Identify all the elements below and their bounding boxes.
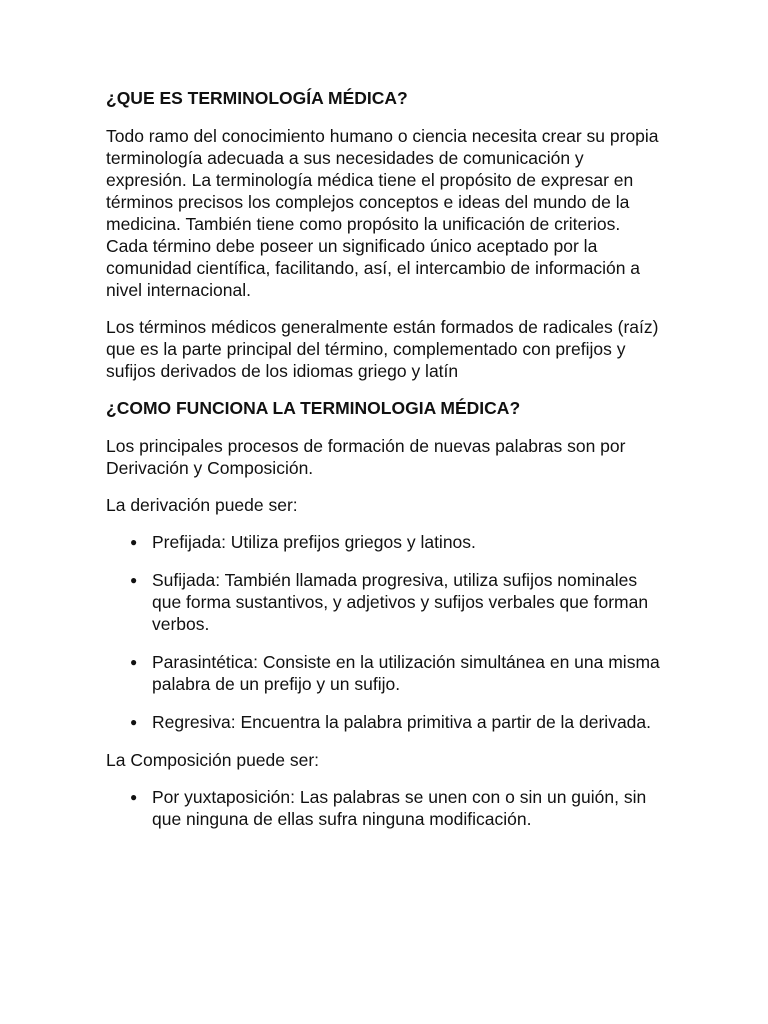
list-item — [106, 651, 666, 695]
document-page — [106, 87, 666, 846]
list-item-text: Prefijada: Utiliza prefijos griegos y latinos. — [152, 532, 476, 552]
list-item — [106, 569, 666, 635]
list-item-text: Sufijada: También llamada progresiva, utiliza sufijos nominales que forma sustantivos, y adjetivos y sufijos verbales que forman verbos. — [152, 570, 649, 634]
section-heading-how-it-works: ¿COMO FUNCIONA LA TERMINOLOGIA MÉDICA? — [106, 398, 521, 418]
paragraph-definition: Todo ramo del conocimiento humano o ciencia necesita crear su propia terminología adecuada a sus necesidades de comunicación y expresión. La terminología médica tiene el propósito de expresar en términos precisos los complejos conceptos e ideas del mundo de la medicina. También tiene como propósito la unificación de criterios. Cada término debe poseer un significado único aceptado por la comunidad científica, facilitando, así, el intercambio de información a nivel internacional. — [106, 126, 659, 300]
bullet-icon: ● — [130, 535, 138, 549]
list-item-text: Parasintética: Consiste en la utilización simultánea en una misma palabra de un prefijo y un sufijo. — [152, 652, 660, 694]
bullet-icon: ● — [130, 573, 138, 587]
list-item-text: Regresiva: Encuentra la palabra primitiva a partir de la derivada. — [152, 712, 652, 732]
bullet-icon: ● — [130, 655, 138, 669]
paragraph-derivation-intro: La derivación puede ser: — [106, 495, 298, 515]
paragraph-composition-intro: La Composición puede ser: — [106, 750, 320, 770]
bullet-icon: ● — [130, 790, 138, 804]
list-item — [106, 531, 666, 553]
derivation-list — [106, 531, 666, 733]
composition-list — [106, 786, 666, 830]
list-item — [106, 786, 666, 830]
paragraph-radicals: Los términos médicos generalmente están formados de radicales (raíz) que es la parte principal del término, complementado con prefijos y sufijos derivados de los idiomas griego y latín — [106, 317, 659, 381]
list-item — [106, 711, 666, 733]
section-heading-what-is: ¿QUE ES TERMINOLOGÍA MÉDICA? — [106, 88, 408, 108]
list-item-text: Por yuxtaposición: Las palabras se unen con o sin un guión, sin que ninguna de ellas sufra ninguna modificación. — [152, 787, 647, 829]
paragraph-processes: Los principales procesos de formación de nuevas palabras son por Derivación y Composición. — [106, 436, 626, 478]
bullet-icon: ● — [130, 715, 138, 729]
